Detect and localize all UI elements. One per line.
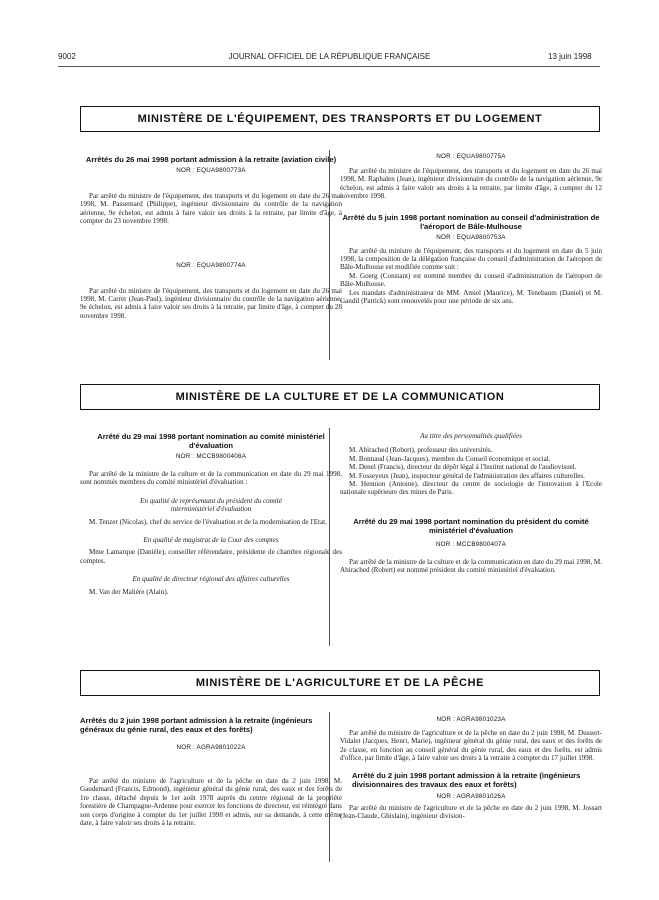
nor-reference: NOR : EQUA9800775A	[436, 153, 506, 160]
decree-text: Par arrêté du ministre de l'équipement, des transports et du logement en date du 5 juin 1998, la composition de la délégation française du conseil d'administration de l'aéroport de Bâle-Mulhouse est modifiée comme suit : M. Goerg (Constant) est nommé membre du conseil d'administration de l'aéroport de Bâle-Mulhouse. Les mandats d'administrateur de MM. Amiel (Maurice), M. Tenebaum (Daniel) et M. Gandil (Patrick) sont renouvelés pour une période de six ans.	[340, 246, 602, 306]
issue-date: 13 juin 1998	[548, 52, 592, 61]
ministry-heading-equipement: MINISTÈRE DE L'ÉQUIPEMENT, DES TRANSPORTS ET DU LOGEMENT	[80, 106, 600, 132]
decree-title: Arrêtés du 26 mai 1998 portant admission à la retraite (aviation civile)	[85, 155, 337, 164]
ministry-heading-culture: MINISTÈRE DE LA CULTURE ET DE LA COMMUNICATION	[80, 384, 600, 410]
header-rule	[58, 66, 600, 67]
nor-reference: NOR : MCCB9800408A	[175, 453, 247, 460]
decree-text: Par arrêté du ministre de l'agriculture et de la pêche en date du 2 juin 1998, M. Gaudemard (Francis, Edmond), ingénieur général du génie rural, des eaux et des forêts de 1re classe, détaché depuis le 1er août 1978 auprès du centre régional de la propriété forestière de Champagne-Ardenne pour exercer les fonctions de directeur, est réintégré dans son corps d'origine à compter du 1er juillet 1998 et admis, sur sa demande, à cette même date, à faire valoir ses droits à la retraite.	[80, 777, 342, 828]
decree-title: Arrêté du 29 mai 1998 portant nomination du président du comité ministériel d'évaluation	[353, 516, 589, 535]
ministry-heading-agriculture: MINISTÈRE DE L'AGRICULTURE ET DE LA PÊCHE	[80, 670, 600, 696]
decree-text: Par arrêté du ministre de l'agriculture et de la pêche en date du 2 juin 1998, M. Jossart (Jean-Claude, Ghislain), ingénieur division-	[340, 803, 602, 821]
decree-text: Par arrêté du ministre de l'équipement, des transports et du logement en date du 26 mai 1998, M. Passemard (Philippe), ingénieur divisionnaire du contrôle de la navigation aérienne, 9e échelon, est admis à faire valoir ses droits à la retraite, par limite d'âge, à compter du 23 novembre 1998.	[80, 192, 342, 226]
decree-text: Par arrêté du ministre de l'équipement, des transports et du logement en date du 26 mai 1998, M. Carrer (Jean-Paul), ingénieur divisionnaire du contrôle de la navigation aérienne, 9e échelon, est admis à faire valoir ses droits à la retraite, par limite d'âge, à compter du 28 novembre 1998.	[80, 286, 342, 320]
member-category: Au titre des personnalités qualifiées	[420, 432, 522, 440]
member-entry: M. Tenzer (Nicolas), chef du service de l'évaluation et de la modernisation de l'Etat.	[89, 517, 327, 526]
decree-text: Par arrêté du ministre de l'agriculture et de la pêche en date du 2 juin 1998, M. Dussert-Vidalet (Jacques, Henri, Marie), ingénieur général du génie rural, des eaux et des forêts de 2e classe, en fonction au conseil général du génie rural, des eaux et des forêts, est admis d'office, par limite d'âge, à faire valoir ses droits à la retraite à compter du 17 juillet 1998.	[340, 729, 602, 763]
decree-title: Arrêtés du 2 juin 1998 portant admission à la retraite (ingénieurs généraux du génie rural, des eaux et des forêts)	[80, 716, 313, 734]
decree-title: Arrêté du 5 juin 1998 portant nomination au conseil d'administration de l'aéroport de Bâle-Mulhouse	[342, 212, 600, 231]
section-equipement-right	[340, 153, 602, 305]
decree-title: Arrêté du 2 juin 1998 portant admission à la retraite (ingénieurs divisionnaires des travaux des eaux et forêts)	[352, 770, 581, 789]
nor-reference: NOR : EQUA9800774A	[176, 261, 246, 269]
decree-text: Par arrêté de la ministre de la culture et de la communication en date du 29 mai 1998, M. Abirached (Robert) est nommé président du comité ministériel d'évaluation.	[340, 557, 602, 575]
section-agriculture-left	[80, 716, 342, 827]
nor-reference: NOR : AGRA9801022A	[176, 744, 246, 751]
journal-title: JOURNAL OFFICIEL DE LA RÉPUBLIQUE FRANÇAISE	[228, 52, 431, 61]
decree-text: Par arrêté du ministre de l'équipement, des transports et du logement en date du 26 mai 1998, M. Raphalen (Jean), ingénieur divisionnaire du contrôle de la navigation aérienne, 9e échelon, est admis à faire valoir ses droits à la retraite, par limite d'âge, à compter du 12 novembre 1998.	[340, 167, 602, 201]
section-agriculture-right	[340, 716, 602, 820]
page-number: 9002	[58, 52, 76, 61]
member-category: En qualité de magistrat de la Cour des comptes	[143, 536, 279, 545]
nor-reference: NOR : MCCB9800407A	[435, 540, 507, 548]
member-list: M. Abirached (Robert), professeur des universités. M. Bonnaud (Jean-Jacques), membre du Conseil économique et social. M. Denel (Francis), directeur du dépôt légal à l'Institut national de l'audiovisuel. M. Fosseyeux (Jean), inspecteur général de l'administration des affaires culturelles. M. Hennion (Antoine), directeur du centre de sociologie de l'innovation à l'Ecole nationale supérieure des mines de Paris.	[340, 446, 602, 497]
nor-reference: NOR : AGRA9801023A	[436, 716, 506, 723]
decree-text: Par arrêté de la ministre de la culture et de la communication en date du 29 mai 1998, sont nommés membres du comité ministériel d'évaluation :	[80, 470, 342, 487]
section-culture-left	[80, 432, 342, 596]
nor-reference: NOR : AGRA9801026A	[436, 792, 506, 800]
member-category: En qualité de directeur régional des affaires culturelles	[132, 575, 290, 584]
decree-title: Arrêté du 29 mai 1998 portant nomination au comité ministériel d'évaluation	[97, 432, 325, 450]
section-culture-right	[340, 432, 602, 575]
member-entry: M. Van der Malière (Alain).	[89, 587, 169, 596]
member-entry: Mme Lamarque (Danièle), conseiller référendaire, présidente de chambre régionale des comptes.	[80, 548, 342, 565]
nor-reference: NOR : EQUA9800753A	[436, 233, 506, 241]
member-category: En qualité de représentant du président du comité interministériel d'évaluation	[140, 496, 282, 514]
section-equipement-left	[80, 155, 342, 320]
nor-reference: NOR : EQUA9800773A	[176, 167, 246, 174]
